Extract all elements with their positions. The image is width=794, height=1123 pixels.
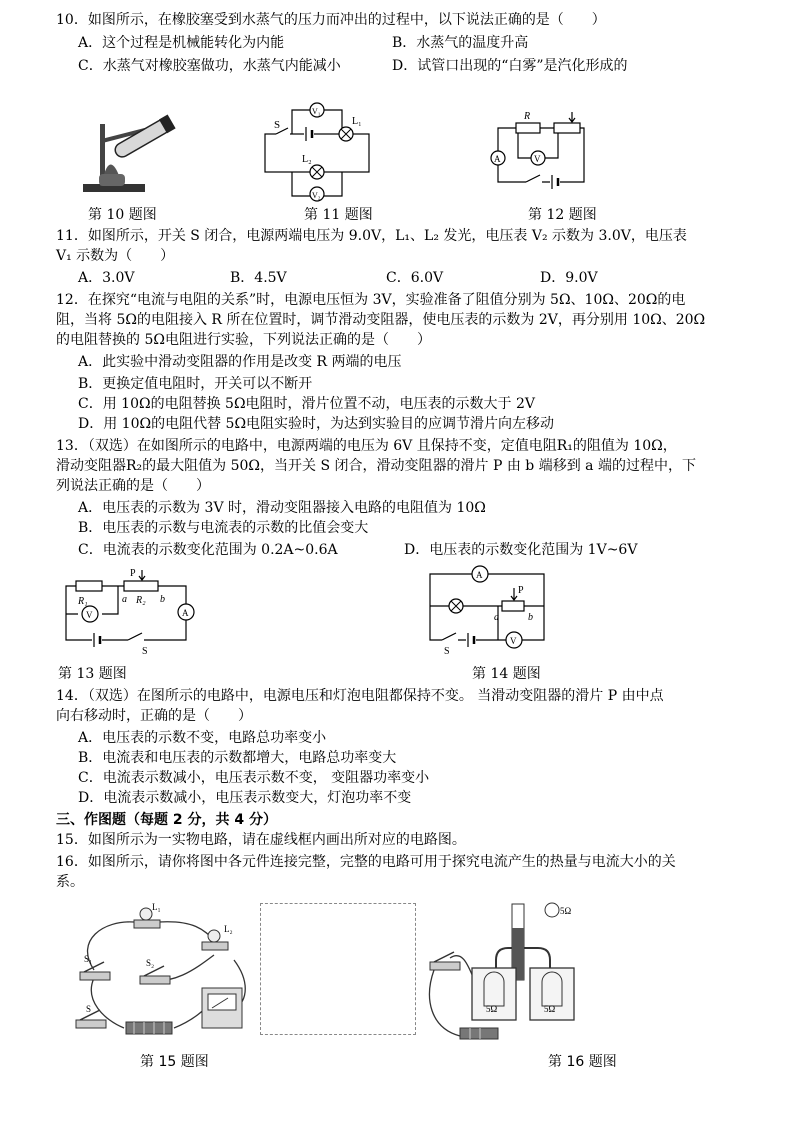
fig15-s1-label: S₁ xyxy=(84,954,93,964)
q12-option-d: D．用 10Ω的电阻代替 5Ω电阻实验时，为达到实验目的应调节滑片向左移动 xyxy=(78,416,555,432)
fig15-l1-label: L₁ xyxy=(152,902,161,912)
q13-option-a: A．电压表的示数为 3V 时，滑动变阻器接入电路的电阻值为 10Ω xyxy=(78,500,486,516)
fig15-switch-s1 xyxy=(80,962,110,980)
fig12-ammeter-label: A xyxy=(494,154,501,164)
q11-option-b: B．4.5V xyxy=(230,270,287,286)
fig13-r1-label: R₁ xyxy=(78,596,88,607)
fig14-p-label: P xyxy=(518,585,524,596)
fig12-voltmeter-label: V xyxy=(534,154,541,164)
q10-option-d: D．试管口出现的“白雾”是汽化形成的 xyxy=(392,58,628,74)
fig12-r-label: R xyxy=(524,111,531,122)
fig16-extra-resistor xyxy=(545,903,559,917)
q11-option-d: D．9.0V xyxy=(540,270,598,286)
caption-fig15: 第 15 题图 xyxy=(140,1054,209,1070)
q16-stem-line1: 16．如图所示，请你将图中各元件连接完整，完整的电路可用于探究电流产生的热量与电流大小的关 xyxy=(56,854,676,870)
q12-option-a: A．此实验中滑动变阻器的作用是改变 R 两端的电压 xyxy=(78,354,402,370)
figure-15-physical-circuit xyxy=(64,900,254,1040)
q10-option-a: A．这个过程是机械能转化为内能 xyxy=(78,35,285,51)
q10-option-c: C．水蒸气对橡胶塞做功，水蒸气内能减小 xyxy=(78,58,341,74)
caption-fig16: 第 16 题图 xyxy=(548,1054,617,1070)
fig11-v1-label: V₁ xyxy=(312,107,321,116)
fig15-ammeter-device xyxy=(202,988,242,1028)
q11-stem-line2: V₁ 示数为（ ） xyxy=(56,248,175,264)
caption-fig11: 第 11 题图 xyxy=(304,207,373,223)
fig11-l1-label: L₁ xyxy=(352,116,362,127)
q15-stem: 15．如图所示为一实物电路，请在虚线框内画出所对应的电路图。 xyxy=(56,832,466,848)
q12-option-b: B．更换定值电阻时，开关可以不断开 xyxy=(78,376,313,392)
q13-stem-line3: 列说法正确的是（ ） xyxy=(56,478,210,494)
figure-16-heat-experiment xyxy=(420,898,595,1043)
q11-option-c: C．6.0V xyxy=(386,270,444,286)
fig13-slider-arrow-icon xyxy=(139,570,145,580)
fig13-voltmeter-label: V xyxy=(86,610,93,620)
fig14-ammeter-label: A xyxy=(476,570,483,580)
q14-option-a: A．电压表的示数不变，电路总功率变小 xyxy=(78,730,327,746)
caption-fig13: 第 13 题图 xyxy=(58,666,127,682)
q14-stem-line2: 向右移动时，正确的是（ ） xyxy=(56,708,252,724)
section-heading-drawing: 三、作图题（每题 2 分，共 4 分） xyxy=(56,812,277,828)
q11-option-a: A．3.0V xyxy=(78,270,135,286)
fig14-slider-arrow-icon xyxy=(511,588,517,600)
fig14-voltmeter-label: V xyxy=(510,636,517,646)
q16-stem-line2: 系。 xyxy=(56,874,84,890)
fig15-l2-label: L₂ xyxy=(224,924,233,934)
fig16-battery-pack xyxy=(460,1028,498,1039)
fig14-main-loop xyxy=(430,574,544,640)
fig15-wire xyxy=(159,922,214,940)
fig15-switch-s2 xyxy=(140,966,170,984)
fig12-slider-arrow-icon xyxy=(569,112,575,122)
fig13-r2-label: R₂ xyxy=(136,595,146,606)
figure-13-circuit xyxy=(58,566,198,658)
fig11-switch-label: S xyxy=(274,119,281,131)
q13-option-d: D．电压表的示数变化范围为 1V~6V xyxy=(404,542,638,558)
q13-stem-line1: 13．（双选）在如图所示的电路中，电源两端的电压为 6V 且保持不变，定值电阻R₁的阻值为 10Ω， xyxy=(56,438,677,454)
fig13-a-label: a xyxy=(122,594,127,605)
fig13-resistor-r1 xyxy=(76,581,102,591)
fig16-resistor-left-label: 5Ω xyxy=(486,1004,498,1014)
figure-11-circuit xyxy=(262,102,374,202)
q12-stem-line2: 阻，当将 5Ω的电阻接入 R 所在位置时，调节滑动变阻器，使电压表的示数为 2V，再分别用 10Ω、20Ω xyxy=(56,312,706,328)
q14-option-b: B．电流表和电压表的示数都增大，电路总功率变大 xyxy=(78,750,397,766)
q14-option-c: C．电流表示数减小，电压表示数不变， 变阻器功率变小 xyxy=(78,770,430,786)
fig12-rheostat xyxy=(554,123,580,133)
fig13-b-label: b xyxy=(160,594,165,605)
q13-option-b: B．电压表的示数与电流表的示数的比值会变大 xyxy=(78,520,369,536)
q14-stem-line1: 14．（双选）在图所示的电路中，电源电压和灯泡电阻都保持不变。 当滑动变阻器的滑片 P 由中点 xyxy=(56,688,664,704)
figure-10-test-tube xyxy=(75,106,185,200)
drawing-answer-box[interactable] xyxy=(260,903,416,1035)
q12-stem-line1: 12．在探究“电流与电阻的关系”时，电源电压恒为 3V，实验准备了阻值分别为 5Ω、10Ω、20Ω的电 xyxy=(56,292,686,308)
fig14-a-label: a xyxy=(494,612,499,623)
fig13-p-label: P xyxy=(130,568,136,579)
fig12-resistor-r xyxy=(516,123,540,133)
caption-fig14: 第 14 题图 xyxy=(472,666,541,682)
caption-fig10: 第 10 题图 xyxy=(88,207,157,223)
fig14-b-label: b xyxy=(528,612,533,623)
fig16-resistor-right-label: 5Ω xyxy=(544,1004,556,1014)
fig15-s2-label: S₂ xyxy=(146,958,155,968)
fig16-wire xyxy=(430,970,460,1036)
fig15-s-label: S xyxy=(86,1004,92,1014)
q13-option-c: C．电流表的示数变化范围为 0.2A~0.6A xyxy=(78,542,338,558)
figure-12-circuit xyxy=(488,108,592,190)
fig15-battery-pack xyxy=(126,1022,172,1034)
fig15-wire xyxy=(88,922,134,970)
fig11-v2-label: V₂ xyxy=(312,191,321,200)
fig13-switch-label: S xyxy=(142,646,148,657)
fig16-switch xyxy=(430,952,460,970)
fig14-rheostat xyxy=(502,601,524,611)
figure-14-circuit xyxy=(420,562,560,658)
q10-stem: 10．如图所示，在橡胶塞受到水蒸气的压力而冲出的过程中，以下说法正确的是（ ） xyxy=(56,12,606,28)
fig16-extra-resistor-label: 5Ω xyxy=(560,906,572,916)
q13-stem-line2: 滑动变阻器R₂的最大阻值为 50Ω，当开关 S 闭合，滑动变阻器的滑片 P 由 b 端移到 a 端的过程中，下 xyxy=(56,458,696,474)
q12-stem-line3: 的电阻替换的 5Ω电阻进行实验，下列说法正确的是（ ） xyxy=(56,332,431,348)
fig13-rheostat-r2 xyxy=(124,581,158,591)
fig13-ammeter-label: A xyxy=(182,608,189,618)
caption-fig12: 第 12 题图 xyxy=(528,207,597,223)
fig11-l2-label: L₂ xyxy=(302,154,312,165)
q14-option-d: D．电流表示数减小，电压表示数变大，灯泡功率不变 xyxy=(78,790,412,806)
alcohol-lamp xyxy=(99,174,125,186)
q12-option-c: C．用 10Ω的电阻替换 5Ω电阻时，滑片位置不动，电压表的示数大于 2V xyxy=(78,396,536,412)
q11-stem-line1: 11．如图所示，开关 S 闭合，电源两端电压为 9.0V，L₁、L₂ 发光，电压表 V₂ 示数为 3.0V，电压表 xyxy=(56,228,687,244)
fig14-switch-label: S xyxy=(444,646,450,657)
q10-option-b: B．水蒸气的温度升高 xyxy=(392,35,529,51)
